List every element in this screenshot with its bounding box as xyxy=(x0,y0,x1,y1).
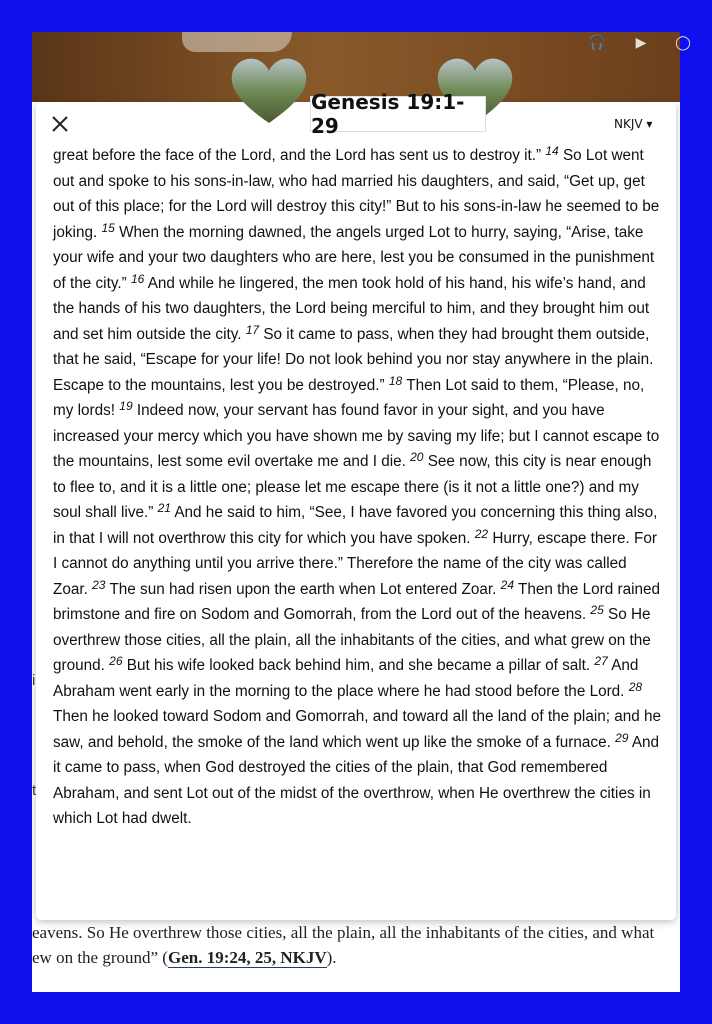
verse-number: 26 xyxy=(109,654,123,668)
verse-text: But his wife looked back behind him, and she became a pillar of salt. xyxy=(126,657,591,674)
verse-number: 24 xyxy=(500,577,514,592)
verse-number: 15 xyxy=(101,220,115,235)
verse-number: 25 xyxy=(590,603,604,617)
verse-text: So it came to pass, when they had brought them outside, that he said, “Escape for your life! Do not look behind you nor stay anywhere in the plain. Escape to the mountains, lest you be destroyed.” xyxy=(53,325,654,394)
version-dropdown[interactable]: NKJV ▾ xyxy=(614,117,653,131)
verse-number: 18 xyxy=(388,373,403,388)
heart-decoration-left xyxy=(230,55,308,125)
verse-text: The sun had risen upon the earth when Lot entered Zoar. xyxy=(109,580,497,598)
verse-text: great before the face of the Lord, and the Lord has sent us to destroy it.” xyxy=(53,147,542,164)
verse-number: 16 xyxy=(130,271,145,286)
verse-number: 22 xyxy=(474,526,489,541)
verse-text: And Abraham went early in the morning to the place where he had stood before the Lord. xyxy=(53,657,639,700)
modal-title: Genesis 19:1-29 xyxy=(310,96,486,132)
background-text-fragment: i xyxy=(32,672,36,689)
verse-text: Indeed now, your servant has found favor in your sight, and you have increased your mercy which you have shown me by saving my life; but I cannot escape to the mountains, lest some evil overtake me and I die. xyxy=(53,402,660,470)
background-article-text xyxy=(32,920,680,970)
verse-text: And while he lingered, the men took hold of his hand, his wife’s hand, and the hands of his two daughters, the Lord being merciful to him, and they brought him out and set him outside the city. xyxy=(53,274,650,343)
verse-text: Then he looked toward Sodom and Gomorrah, and toward all the land of the plain; and he saw, and behold, the smoke of the land which went up like the smoke of a furnace. xyxy=(53,708,662,751)
verse-number: 27 xyxy=(594,654,608,668)
scripture-passage xyxy=(53,143,665,832)
verse-number: 20 xyxy=(410,450,424,464)
verse-text: Then the Lord rained brimstone and fire on Sodom and Gomorrah, from the Lord out of the heavens. xyxy=(53,580,661,623)
verse-text: And he said to him, “See, I have favored you concerning this thing also, in that I will not overthrow this city for which you have spoken. xyxy=(53,504,658,547)
verse-number: 28 xyxy=(628,679,643,694)
background-line-2: ew on the ground” (Gen. 19:24, 25, NKJV). xyxy=(32,948,337,967)
background-line-1: eavens. So He overthrew those cities, all the plain, all the inhabitants of the cities, and what xyxy=(32,923,655,942)
verse-number: 14 xyxy=(545,144,559,158)
verse-number: 19 xyxy=(119,399,133,413)
share-icon[interactable]: ◯ xyxy=(675,35,691,51)
header-cloud-decoration xyxy=(182,32,292,52)
verse-text: Then Lot said to them, “Please, no, my lords! xyxy=(53,376,645,419)
verse-number: 17 xyxy=(245,322,260,337)
verse-text: So He overthrew those cities, all the plain, all the inhabitants of the cities, and what grew on the ground. xyxy=(53,606,651,674)
background-text-fragment: t xyxy=(32,782,37,799)
verse-text: And it came to pass, when God destroyed the cities of the plain, that God remembered Abraham, and sent Lot out of the midst of the overthrow, when He overthrew the cities in which Lot had dwelt. xyxy=(53,733,660,827)
verse-text: Hurry, escape there. For I cannot do anything until you arrive there.” Therefore the name of the city was called Zoar. xyxy=(53,529,657,598)
video-icon[interactable]: ▶ xyxy=(635,35,647,51)
scripture-reference-link[interactable]: Gen. 19:24, 25, NKJV xyxy=(167,948,327,967)
close-icon[interactable] xyxy=(50,114,70,134)
verse-text: See now, this city is near enough to flee to, and it is a little one; please let me escape there (is it not a little one?) and my soul shall live.” xyxy=(53,453,652,521)
verse-text: So Lot went out and spoke to his sons-in-law, who had married his daughters, and said, “Get up, get out of this place; for the Lord will destroy this city!” But to his sons-in-law he seemed to be joking. xyxy=(53,147,660,241)
close-button[interactable] xyxy=(50,114,70,134)
verse-number: 21 xyxy=(157,501,171,515)
verse-number: 29 xyxy=(615,730,629,745)
verse-number: 23 xyxy=(92,577,106,592)
headphones-icon[interactable]: 🎧 xyxy=(588,35,606,51)
verse-text: When the morning dawned, the angels urged Lot to hurry, saying, “Arise, take your wife and your two daughters who are here, lest you be consumed in the punishment of the city.” xyxy=(53,223,655,292)
